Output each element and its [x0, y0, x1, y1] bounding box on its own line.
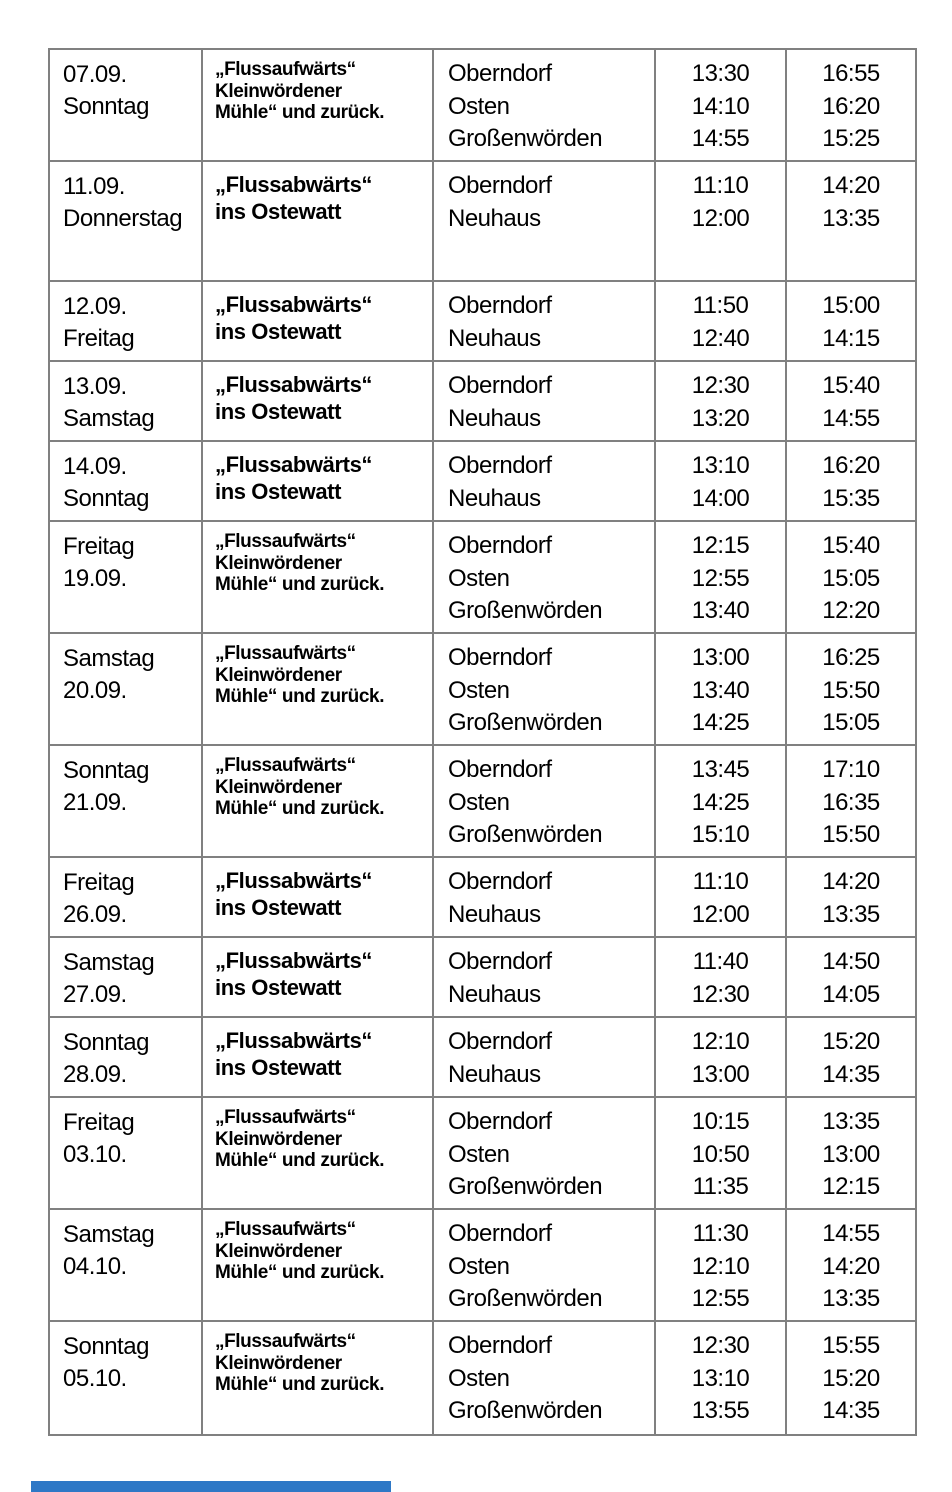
stops-cell: [434, 522, 656, 632]
route-cell: [203, 1210, 434, 1320]
table-row: [50, 938, 915, 1018]
departure-times-cell: [656, 162, 787, 280]
date-cell: [50, 1018, 203, 1096]
route-cell: [203, 50, 434, 160]
route-line: „Flussabwärts“: [215, 948, 373, 973]
stop-name: Oberndorf: [448, 292, 552, 319]
date-line: Freitag: [63, 533, 135, 560]
route-line: Mühle“ und zurück.: [215, 798, 385, 819]
return-times-cell: [787, 634, 915, 744]
route-line: ins Ostewatt: [215, 1055, 342, 1080]
date-line: 03.10.: [63, 1141, 127, 1168]
route-line: Kleinwördener: [215, 1128, 342, 1150]
date-line: Samstag: [63, 405, 155, 432]
return-times-cell: [787, 1018, 915, 1096]
return-time: 15:20: [822, 1028, 880, 1055]
date-line: Freitag: [63, 869, 135, 896]
stop-name: Neuhaus: [448, 204, 541, 232]
date-cell: [50, 50, 203, 160]
route-cell: [203, 162, 434, 280]
departure-time: 12:55: [691, 1285, 750, 1312]
stops-cell: [434, 746, 656, 856]
return-time: 13:35: [822, 1108, 880, 1135]
route-cell: [203, 634, 434, 744]
route-cell: [203, 1322, 434, 1434]
stop-name: Neuhaus: [448, 404, 541, 432]
table-row: [50, 1018, 915, 1098]
route-cell: [203, 522, 434, 632]
return-times-cell: [787, 282, 915, 360]
route-line: Kleinwördener: [215, 80, 342, 102]
stop-name: Oberndorf: [448, 172, 552, 199]
route-cell: [203, 938, 434, 1016]
date-line: Samstag: [63, 949, 155, 976]
route-cell: [203, 1098, 434, 1208]
stop-name: Großenwörden: [448, 597, 603, 624]
departure-times-cell: [656, 522, 787, 632]
return-times-cell: [787, 746, 915, 856]
stop-name: Osten: [448, 788, 510, 816]
date-cell: [50, 746, 203, 856]
return-time: 15:20: [822, 1364, 880, 1392]
stops-cell: [434, 442, 656, 520]
return-time: 14:20: [822, 1252, 880, 1280]
route-line: Kleinwördener: [215, 664, 342, 686]
departure-time: 12:55: [691, 564, 750, 592]
route-line: Mühle“ und zurück.: [215, 102, 385, 123]
route-line: ins Ostewatt: [215, 479, 342, 504]
departure-time: 11:10: [692, 172, 749, 199]
departure-times-cell: [656, 858, 787, 936]
route-line: ins Ostewatt: [215, 199, 342, 224]
date-line: Donnerstag: [63, 205, 183, 232]
stop-name: Neuhaus: [448, 1060, 541, 1088]
stops-cell: [434, 1210, 656, 1320]
date-line: Samstag: [63, 1221, 155, 1248]
departure-times-cell: [656, 938, 787, 1016]
departure-time: 12:10: [691, 1028, 750, 1055]
stop-name: Großenwörden: [448, 1173, 603, 1200]
date-line: 13.09.: [63, 373, 127, 400]
date-line: Sonntag: [63, 1333, 149, 1360]
departure-times-cell: [656, 362, 787, 440]
route-line: „Flussabwärts“: [215, 452, 373, 477]
date-line: 19.09.: [63, 565, 127, 592]
return-time: 16:20: [822, 92, 880, 120]
stops-cell: [434, 362, 656, 440]
route-line: „Flussaufwärts“: [215, 1219, 356, 1240]
route-cell: [203, 442, 434, 520]
stop-name: Großenwörden: [448, 709, 603, 736]
route-line: „Flussabwärts“: [215, 172, 373, 197]
return-time: 15:35: [822, 484, 880, 512]
route-cell: [203, 362, 434, 440]
return-time: 14:35: [822, 1060, 880, 1088]
table-row: [50, 50, 915, 162]
return-time: 14:55: [822, 1220, 880, 1247]
stop-name: Neuhaus: [448, 980, 541, 1008]
departure-times-cell: [656, 442, 787, 520]
return-times-cell: [787, 1098, 915, 1208]
date-line: Sonntag: [63, 1029, 149, 1056]
departure-times-cell: [656, 1018, 787, 1096]
return-time: 15:25: [822, 125, 880, 152]
departure-time: 13:40: [691, 597, 750, 624]
date-line: Sonntag: [63, 93, 149, 120]
table-row: [50, 1210, 915, 1322]
date-line: 05.10.: [63, 1365, 127, 1392]
date-cell: [50, 522, 203, 632]
departure-times-cell: [656, 1098, 787, 1208]
date-line: Sonntag: [63, 485, 149, 512]
departure-time: 12:10: [691, 1252, 750, 1280]
stop-name: Oberndorf: [448, 1108, 552, 1135]
table-row: [50, 1322, 915, 1434]
departure-times-cell: [656, 1322, 787, 1434]
return-time: 12:20: [822, 597, 880, 624]
date-line: Freitag: [63, 325, 135, 352]
table-row: [50, 858, 915, 938]
table-row: [50, 442, 915, 522]
departure-times-cell: [656, 50, 787, 160]
table-row: [50, 1098, 915, 1210]
route-line: ins Ostewatt: [215, 399, 342, 424]
departure-time: 14:55: [691, 125, 750, 152]
stop-name: Großenwörden: [448, 1285, 603, 1312]
departure-times-cell: [656, 1210, 787, 1320]
date-cell: [50, 858, 203, 936]
stop-name: Oberndorf: [448, 948, 552, 975]
stop-name: Osten: [448, 676, 510, 704]
stop-name: Oberndorf: [448, 532, 552, 559]
route-line: „Flussaufwärts“: [215, 1331, 356, 1352]
stops-cell: [434, 634, 656, 744]
stop-name: Oberndorf: [448, 1220, 552, 1247]
route-line: „Flussabwärts“: [215, 868, 373, 893]
return-time: 15:50: [822, 821, 880, 848]
return-times-cell: [787, 50, 915, 160]
departure-time: 12:30: [691, 372, 750, 399]
return-time: 14:50: [822, 948, 880, 975]
departure-time: 15:10: [691, 821, 750, 848]
date-line: 12.09.: [63, 293, 127, 320]
timetable: [48, 48, 917, 1436]
return-time: 16:20: [822, 452, 880, 479]
footer-bar: [31, 1481, 391, 1492]
table-row: [50, 522, 915, 634]
stop-name: Oberndorf: [448, 1028, 552, 1055]
stop-name: Oberndorf: [448, 452, 552, 479]
return-time: 16:35: [822, 788, 880, 816]
date-cell: [50, 1098, 203, 1208]
departure-time: 12:15: [691, 532, 750, 559]
return-time: 15:50: [822, 676, 880, 704]
table-row: [50, 746, 915, 858]
route-line: Mühle“ und zurück.: [215, 1374, 385, 1395]
departure-time: 12:30: [691, 980, 750, 1008]
departure-time: 13:10: [691, 1364, 750, 1392]
stop-name: Großenwörden: [448, 1397, 603, 1424]
stop-name: Osten: [448, 1140, 510, 1168]
route-line: „Flussabwärts“: [215, 372, 373, 397]
date-line: Samstag: [63, 645, 155, 672]
date-cell: [50, 362, 203, 440]
departure-time: 14:25: [691, 788, 750, 816]
return-time: 14:35: [822, 1397, 880, 1424]
route-line: Mühle“ und zurück.: [215, 574, 385, 595]
date-line: 21.09.: [63, 789, 127, 816]
departure-time: 10:50: [691, 1140, 750, 1168]
departure-time: 10:15: [691, 1108, 750, 1135]
stops-cell: [434, 938, 656, 1016]
route-line: Kleinwördener: [215, 776, 342, 798]
date-line: 11.09.: [63, 173, 125, 200]
route-cell: [203, 858, 434, 936]
return-time: 13:35: [822, 204, 880, 232]
date-line: 07.09.: [63, 61, 127, 88]
table-row: [50, 362, 915, 442]
stop-name: Großenwörden: [448, 125, 603, 152]
stops-cell: [434, 1322, 656, 1434]
date-cell: [50, 162, 203, 280]
stop-name: Oberndorf: [448, 644, 552, 671]
date-cell: [50, 938, 203, 1016]
departure-time: 13:20: [691, 404, 750, 432]
return-time: 13:35: [822, 1285, 880, 1312]
route-cell: [203, 1018, 434, 1096]
departure-time: 14:25: [691, 709, 750, 736]
stop-name: Oberndorf: [448, 60, 552, 87]
stop-name: Neuhaus: [448, 484, 541, 512]
departure-time: 11:40: [692, 948, 749, 975]
return-time: 14:05: [822, 980, 880, 1008]
route-cell: [203, 746, 434, 856]
return-time: 17:10: [822, 756, 880, 783]
stop-name: Oberndorf: [448, 1332, 552, 1359]
route-line: ins Ostewatt: [215, 319, 342, 344]
stop-name: Großenwörden: [448, 821, 603, 848]
route-line: „Flussaufwärts“: [215, 755, 356, 776]
departure-time: 14:00: [691, 484, 750, 512]
return-times-cell: [787, 858, 915, 936]
return-time: 14:15: [822, 324, 880, 352]
route-line: „Flussabwärts“: [215, 1028, 373, 1053]
route-line: ins Ostewatt: [215, 895, 342, 920]
return-times-cell: [787, 1210, 915, 1320]
return-times-cell: [787, 162, 915, 280]
return-time: 14:55: [822, 404, 880, 432]
departure-time: 12:40: [691, 324, 750, 352]
departure-time: 13:00: [691, 1060, 750, 1088]
route-line: „Flussaufwärts“: [215, 59, 356, 80]
table-row: [50, 634, 915, 746]
route-line: „Flussaufwärts“: [215, 643, 356, 664]
return-time: 15:55: [822, 1332, 880, 1359]
table-row: [50, 162, 915, 282]
date-line: Freitag: [63, 1109, 135, 1136]
route-line: „Flussaufwärts“: [215, 1107, 356, 1128]
return-times-cell: [787, 1322, 915, 1434]
departure-time: 13:00: [691, 644, 750, 671]
departure-time: 13:40: [691, 676, 750, 704]
route-line: Kleinwördener: [215, 1240, 342, 1262]
return-time: 15:05: [822, 564, 880, 592]
return-time: 13:35: [822, 900, 880, 928]
stops-cell: [434, 162, 656, 280]
return-time: 14:20: [822, 868, 880, 895]
return-time: 16:55: [822, 60, 880, 87]
date-line: 20.09.: [63, 677, 127, 704]
departure-times-cell: [656, 634, 787, 744]
stops-cell: [434, 858, 656, 936]
departure-time: 13:55: [691, 1397, 750, 1424]
departure-time: 13:45: [691, 756, 750, 783]
return-time: 15:40: [822, 532, 880, 559]
departure-time: 14:10: [691, 92, 750, 120]
route-line: Mühle“ und zurück.: [215, 686, 385, 707]
departure-time: 11:35: [692, 1173, 749, 1200]
return-times-cell: [787, 442, 915, 520]
stops-cell: [434, 1018, 656, 1096]
route-line: „Flussabwärts“: [215, 292, 373, 317]
departure-times-cell: [656, 746, 787, 856]
date-cell: [50, 442, 203, 520]
departure-time: 13:30: [691, 60, 750, 87]
route-cell: [203, 282, 434, 360]
table-row: [50, 282, 915, 362]
departure-time: 12:30: [691, 1332, 750, 1359]
return-times-cell: [787, 522, 915, 632]
stop-name: Osten: [448, 564, 510, 592]
stop-name: Oberndorf: [448, 372, 552, 399]
return-time: 15:05: [822, 709, 880, 736]
date-line: 28.09.: [63, 1061, 127, 1088]
date-cell: [50, 1322, 203, 1434]
route-line: „Flussaufwärts“: [215, 531, 356, 552]
date-line: 04.10.: [63, 1253, 127, 1280]
stop-name: Oberndorf: [448, 868, 552, 895]
date-cell: [50, 1210, 203, 1320]
return-time: 12:15: [822, 1173, 880, 1200]
route-line: Mühle“ und zurück.: [215, 1262, 385, 1283]
stops-cell: [434, 50, 656, 160]
stop-name: Neuhaus: [448, 900, 541, 928]
departure-time: 11:10: [692, 868, 749, 895]
date-line: 14.09.: [63, 453, 127, 480]
return-times-cell: [787, 362, 915, 440]
route-line: ins Ostewatt: [215, 975, 342, 1000]
departure-time: 11:50: [692, 292, 749, 319]
stop-name: Oberndorf: [448, 756, 552, 783]
return-time: 16:25: [822, 644, 880, 671]
stop-name: Osten: [448, 1364, 510, 1392]
date-cell: [50, 282, 203, 360]
date-cell: [50, 634, 203, 744]
stop-name: Neuhaus: [448, 324, 541, 352]
return-time: 13:00: [822, 1140, 880, 1168]
route-line: Kleinwördener: [215, 1352, 342, 1374]
route-line: Mühle“ und zurück.: [215, 1150, 385, 1171]
date-line: Sonntag: [63, 757, 149, 784]
return-time: 14:20: [822, 172, 880, 199]
route-line: Kleinwördener: [215, 552, 342, 574]
stops-cell: [434, 282, 656, 360]
departure-times-cell: [656, 282, 787, 360]
return-time: 15:00: [822, 292, 880, 319]
departure-time: 12:00: [691, 900, 750, 928]
stop-name: Osten: [448, 92, 510, 120]
date-line: 27.09.: [63, 981, 127, 1008]
return-times-cell: [787, 938, 915, 1016]
departure-time: 11:30: [692, 1220, 749, 1247]
date-line: 26.09.: [63, 901, 127, 928]
stops-cell: [434, 1098, 656, 1208]
return-time: 15:40: [822, 372, 880, 399]
departure-time: 13:10: [691, 452, 750, 479]
departure-time: 12:00: [691, 204, 750, 232]
stop-name: Osten: [448, 1252, 510, 1280]
